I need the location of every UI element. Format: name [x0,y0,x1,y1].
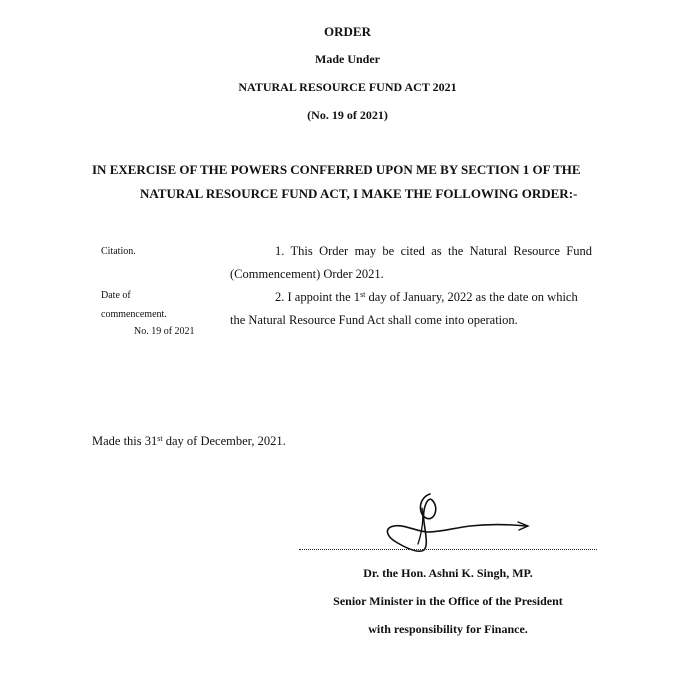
margin-note-commencement: commencement. [101,309,167,320]
made-this-post: day of December, 2021. [162,434,286,448]
made-under-label: Made Under [315,52,380,66]
margin-note-date-of: Date of [101,290,131,301]
clause-2-text-post: day of January, 2022 as the date on which [365,290,578,304]
clause-1 [230,240,592,286]
clause-2-line-2: the Natural Resource Fund Act shall come into operation. [230,313,518,327]
clause-2-sup: st [360,290,366,299]
signatory-title: Senior Minister in the Office of the President [333,594,563,608]
preamble-line-2: NATURAL RESOURCE FUND ACT, I MAKE THE FOLLOWING ORDER:- [140,186,578,201]
made-this-date [92,434,286,449]
margin-note-citation: Citation. [101,246,136,257]
signature-icon [378,488,538,558]
made-this-sup: st [157,434,163,443]
made-this-pre: Made this 31 [92,434,158,448]
signatory-responsibility: with responsibility for Finance. [368,622,528,636]
signature-line [299,549,597,550]
clause-2-text-pre: 2. I appoint the 1 [275,290,361,304]
clause-1-line-2: (Commencement) Order 2021. [230,267,384,281]
clause-2 [230,286,592,332]
clause-2-line-1 [230,286,592,309]
signatory-name: Dr. the Hon. Ashni K. Singh, MP. [363,566,533,580]
margin-note-order-number: No. 19 of 2021 [134,326,195,337]
order-title: ORDER [324,24,371,39]
clause-1-line-1: 1. This Order may be cited as the Natural Resource Fund [275,244,592,258]
order-number: (No. 19 of 2021) [307,108,388,122]
preamble-line-1: IN EXERCISE OF THE POWERS CONFERRED UPON ME BY SECTION 1 OF THE [92,162,581,177]
act-name: NATURAL RESOURCE FUND ACT 2021 [238,80,457,94]
